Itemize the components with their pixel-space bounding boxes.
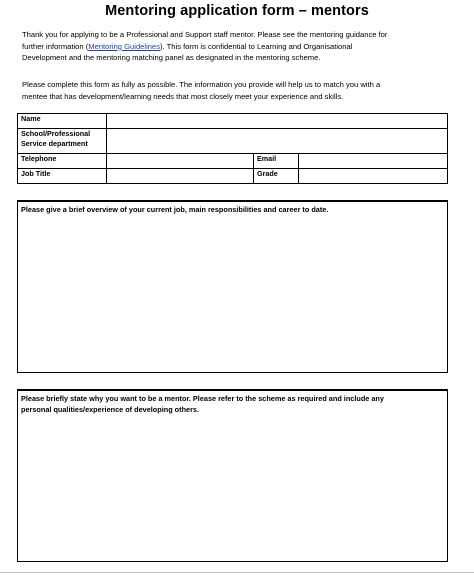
mentoring-guidelines-link[interactable]: Mentoring Guidelines [88, 41, 161, 51]
grade-field[interactable] [299, 169, 448, 184]
why-mentor-box[interactable] [17, 389, 448, 562]
school-label-line-2: Service department [21, 139, 88, 148]
intro-paragraph [22, 29, 442, 64]
form-title: Mentoring application form – mentors [105, 3, 369, 19]
intro-line-1: Thank you for applying to be a Professional and Support staff mentor. Please see the mentoring guidance for [22, 30, 388, 39]
career-overview-question: Please give a brief overview of your current job, main responsibilities and career to date. [21, 205, 329, 214]
intro-line-3: Development and the mentoring matching panel as designated in the mentoring scheme. [22, 53, 321, 62]
name-label: Name [18, 114, 107, 129]
instructions-line-2: mentee that has development/learning needs that most closely meet your experience and skills. [22, 91, 344, 101]
intro-line-2-end: ). This form is confidential to Learning and Organisational [160, 41, 353, 51]
page-bottom-divider [0, 572, 474, 573]
career-overview-box[interactable] [17, 200, 448, 373]
school-department-label [18, 129, 107, 154]
job-title-label: Job Title [18, 169, 107, 184]
instructions-line-1: Please complete this form as fully as possible. The information you provide will help us to match you with a [22, 80, 381, 89]
grade-label: Grade [254, 169, 299, 184]
why-mentor-question [18, 391, 447, 417]
intro-line-2-start: further information ( [22, 41, 89, 51]
school-department-field[interactable] [107, 129, 448, 154]
instructions-paragraph [22, 79, 442, 102]
email-label: Email [254, 154, 299, 169]
school-label-line-1: School/Professional [21, 129, 91, 138]
email-field[interactable] [299, 154, 448, 169]
telephone-label: Telephone [18, 154, 107, 169]
name-field[interactable] [107, 114, 448, 129]
why-mentor-question-line-2: personal qualities/experience of developing others. [21, 405, 200, 414]
telephone-field[interactable] [107, 154, 254, 169]
applicant-details-table [17, 113, 448, 184]
intro-line-2 [22, 41, 442, 53]
job-title-field[interactable] [107, 169, 254, 184]
why-mentor-question-line-1: Please briefly state why you want to be a mentor. Please refer to the scheme as required and include any [21, 394, 384, 403]
